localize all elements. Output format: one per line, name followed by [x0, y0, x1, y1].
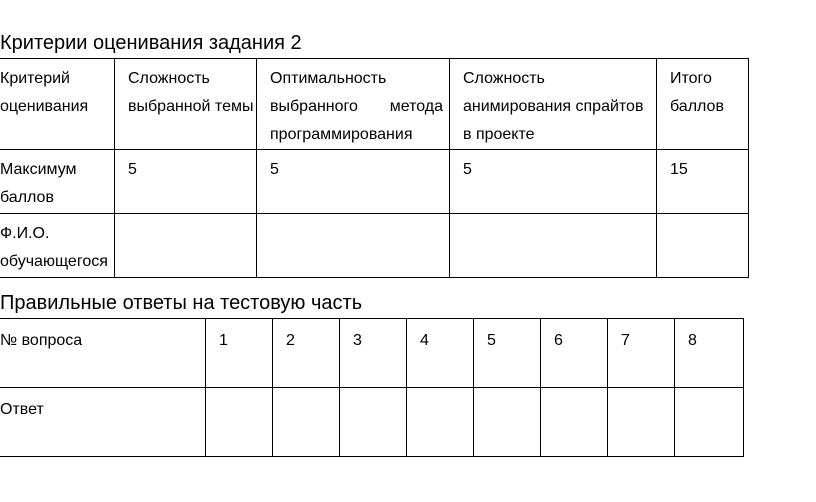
- table-cell: 4: [407, 319, 474, 388]
- table-cell: [206, 388, 273, 457]
- table-cell: 5: [257, 150, 450, 214]
- table-cell: Критерий оценивания: [0, 59, 115, 150]
- table-cell: Оптимальность выбранного метода программирования: [257, 59, 450, 150]
- table-cell: 15: [657, 150, 749, 214]
- table-cell: [474, 388, 541, 457]
- table-cell: 7: [608, 319, 675, 388]
- table-cell: Сложность анимирования спрайтов в проекте: [450, 59, 657, 150]
- table-cell: 6: [541, 319, 608, 388]
- table-cell: Сложность выбранной темы: [115, 59, 257, 150]
- table-cell: [541, 388, 608, 457]
- table-cell: 5: [115, 150, 257, 214]
- max-score-row: [0, 150, 749, 214]
- table-cell: [608, 388, 675, 457]
- criteria-heading: Критерии оценивания задания 2: [0, 32, 302, 54]
- answer-row: [0, 388, 744, 457]
- table-cell: [340, 388, 407, 457]
- table-cell: Итого баллов: [657, 59, 749, 150]
- table-cell: [273, 388, 340, 457]
- criteria-header-row: [0, 59, 749, 150]
- table-cell: [407, 388, 474, 457]
- table-cell: [657, 214, 749, 278]
- table-cell: № вопроса: [0, 319, 206, 388]
- answers-heading: Правильные ответы на тестовую часть: [0, 292, 363, 314]
- table-cell: 1: [206, 319, 273, 388]
- table-cell: 2: [273, 319, 340, 388]
- table-cell: [450, 214, 657, 278]
- question-number-row: [0, 319, 744, 388]
- table-cell: [257, 214, 450, 278]
- table-cell: Максимум баллов: [0, 150, 115, 214]
- table-cell: Ответ: [0, 388, 206, 457]
- answers-table: [0, 318, 744, 457]
- table-cell: 8: [675, 319, 744, 388]
- table-cell: Ф.И.О. обучающегося: [0, 214, 115, 278]
- student-name-row: [0, 214, 749, 278]
- criteria-table: [0, 58, 749, 278]
- table-cell: [675, 388, 744, 457]
- table-cell: 3: [340, 319, 407, 388]
- table-cell: 5: [474, 319, 541, 388]
- table-cell: 5: [450, 150, 657, 214]
- table-cell: [115, 214, 257, 278]
